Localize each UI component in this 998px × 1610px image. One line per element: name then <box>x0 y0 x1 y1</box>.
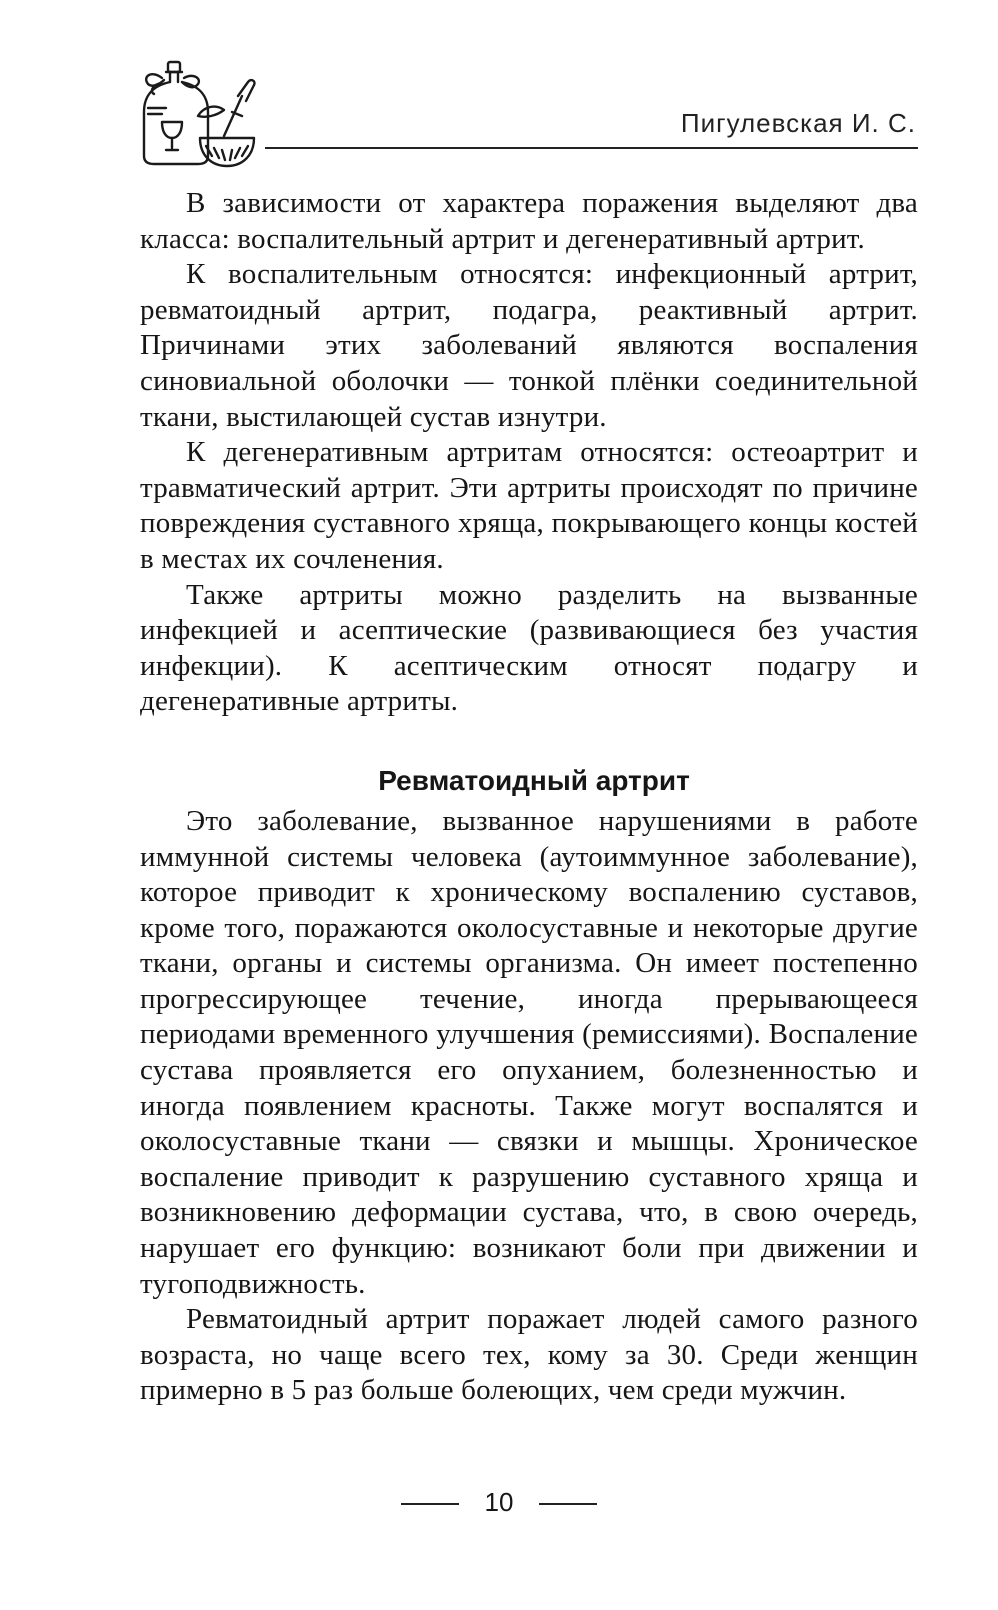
paragraph: К воспалительным относятся: инфекционный артрит, ревматоидный артрит, подагра, реактивный артрит. Причинами этих заболеваний являются воспаления синовиальной оболочки — тонкой плёнки соединительной ткани, выстилающей сустав изнутри. <box>140 258 918 433</box>
running-header-author: Пигулевская И. С. <box>680 108 916 138</box>
paragraph: Также артриты можно разделить на вызванные инфекцией и асептические (развивающиеся без участия инфекции). К асептическим относят подагру и дегенеративные артриты. <box>140 578 918 718</box>
page-footer <box>0 1487 998 1518</box>
apothecary-bottle-mortar-icon <box>128 56 260 172</box>
page-body <box>140 186 918 1409</box>
paragraph: К дегенеративным артритам относятся: остеоартрит и травматический артрит. Эти артриты происходят по причине повреждения суставного хряща, покрывающего концы костей в местах их сочленения. <box>140 436 918 575</box>
footer-dash-left <box>401 1503 459 1505</box>
section-heading: Ревматоидный артрит <box>378 764 690 796</box>
paragraph: Ревматоидный артрит поражает людей самого разного возраста, но чаще всего тех, кому за 30. Среди женщин примерно в 5 раз больше болеющих, чем среди мужчин. <box>140 1303 918 1407</box>
paragraph: В зависимости от характера поражения выделяют два класса: воспалительный артрит и дегенеративный артрит. <box>140 187 918 255</box>
paragraph: Это заболевание, вызванное нарушениями в работе иммунной системы человека (аутоиммунное заболевание), которое приводит к хроническому воспалению суставов, кроме того, поражаются околосуставные и некоторые другие ткани, органы и системы организма. Он имеет постепенно прогрессирующее течение, иногда прерывающееся периодами временного улучшения (ремиссиями). Воспаление сустава проявляется его опуханием, болезненностью и иногда появлением красноты. Также могут воспалятся и околосуставные ткани — связки и мышцы. Хроническое воспаление приводит к разрушению суставного хряща и возникновению деформации сустава, что, в свою очередь, нарушает его функцию: возникают боли при движении и тугоподвижность. <box>140 804 918 1300</box>
footer-dash-right <box>539 1503 597 1505</box>
page-number: 10 <box>484 1487 514 1517</box>
header-rule <box>265 147 918 149</box>
